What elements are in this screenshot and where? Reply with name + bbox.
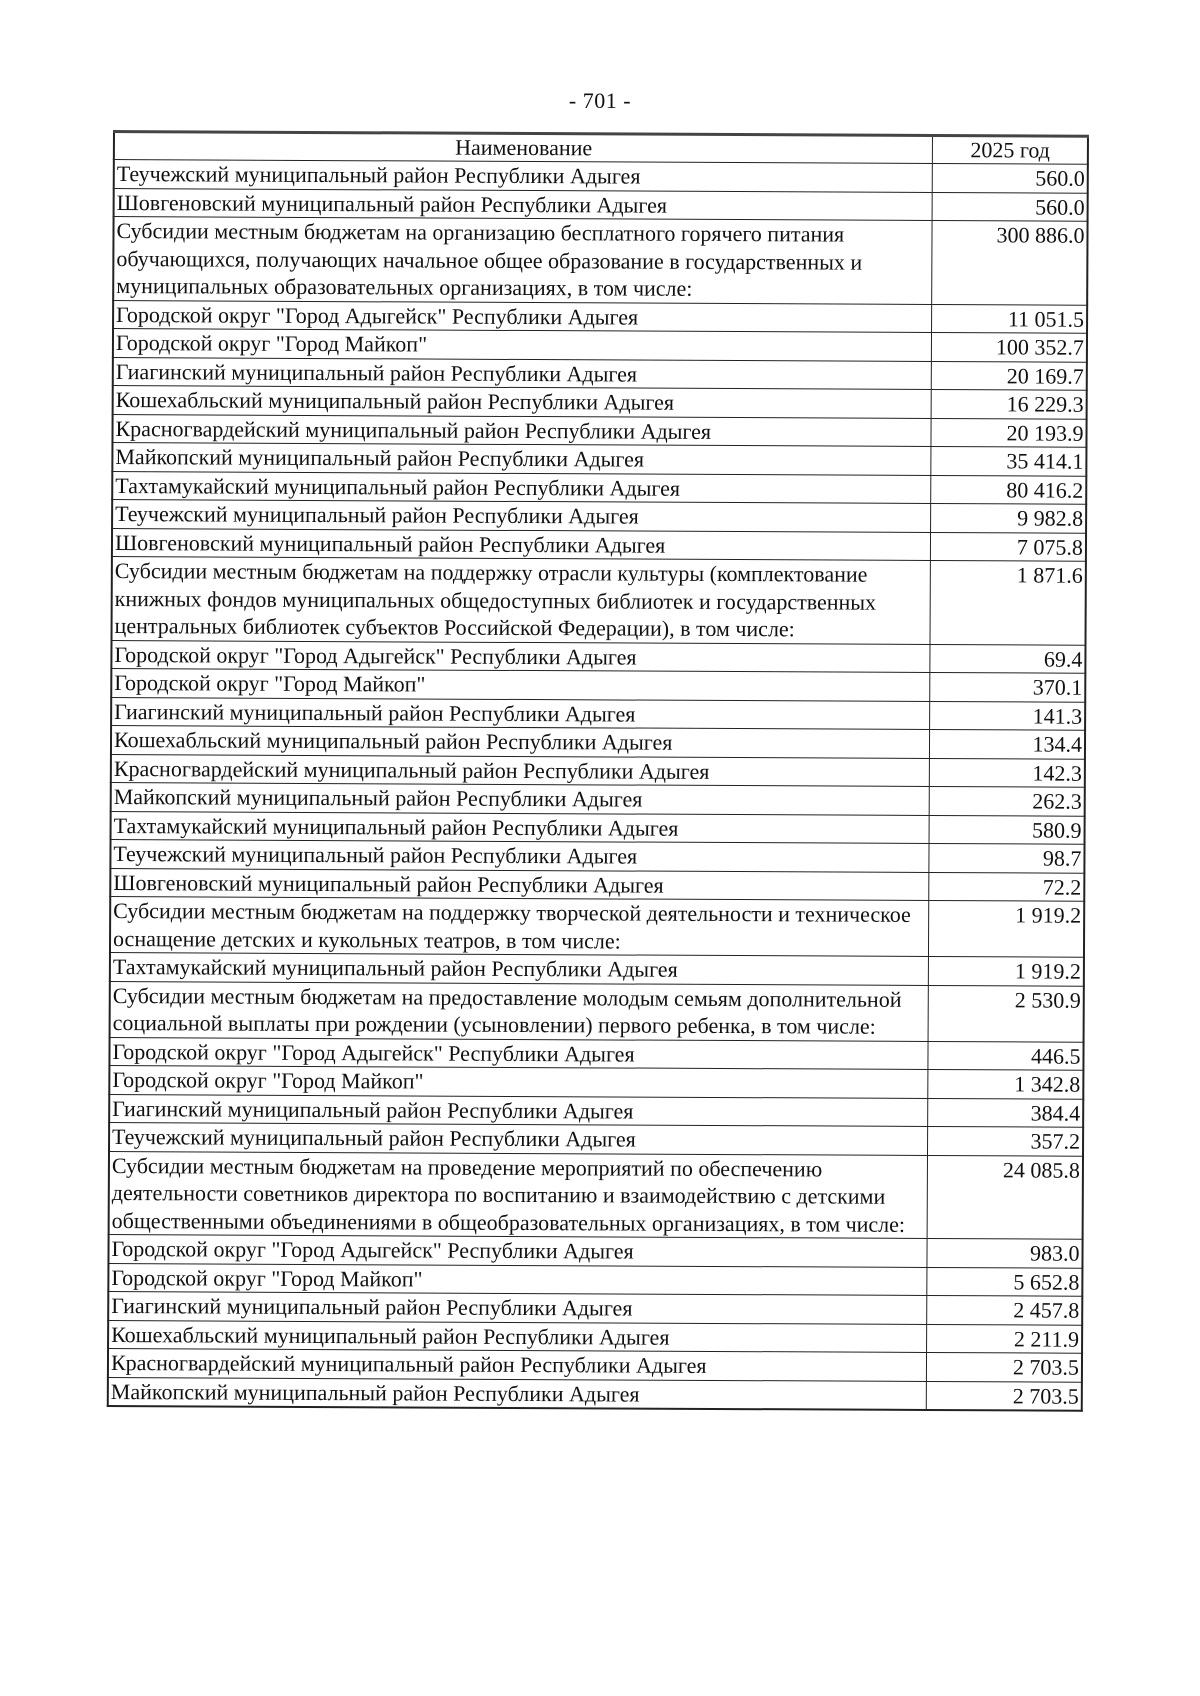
- row-name-cell: Городской округ "Город Адыгейск" Республики Адыгея: [111, 640, 929, 672]
- row-value-cell: 1 919.2: [928, 956, 1084, 985]
- table-row: [108, 1377, 1082, 1411]
- table-row: [110, 981, 1084, 1042]
- row-name-cell: Кошехабльский муниципальный район Республики Адыгея: [113, 386, 931, 418]
- row-value-cell: 2 703.5: [926, 1352, 1082, 1381]
- row-value-cell: 1 871.6: [929, 560, 1085, 644]
- row-name-cell: Тахтамукайский муниципальный район Республики Адыгея: [111, 811, 929, 843]
- row-name-cell: Субсидии местным бюджетам на поддержку отрасли культуры (комплектование книжных фондов муниципальных общедоступных библиотек и государственных центральных библиотек субъектов Российской Федерации), в том числе:: [112, 556, 930, 643]
- row-name-cell: Красногвардейский муниципальный район Республики Адыгея: [111, 754, 929, 786]
- table-row: [109, 1094, 1083, 1127]
- row-value-cell: 983.0: [926, 1238, 1082, 1267]
- row-name-cell: Кошехабльский муниципальный район Республики Адыгея: [108, 1320, 926, 1352]
- table-row: [110, 896, 1084, 957]
- row-value-cell: 16 229.3: [931, 389, 1087, 418]
- table-row: [113, 217, 1087, 305]
- table-row: [111, 754, 1085, 787]
- table-row: [111, 668, 1085, 701]
- row-value-cell: 2 211.9: [926, 1324, 1082, 1353]
- table-row: [112, 528, 1086, 561]
- table-row: [114, 160, 1088, 193]
- row-name-cell: Субсидии местным бюджетам на поддержку творческой деятельности и техническое оснащение детских и кукольных театров, в том числе:: [110, 896, 928, 956]
- table-row: [111, 811, 1085, 844]
- row-name-cell: Городской округ "Город Адыгейск" Республики Адыгея: [109, 1037, 927, 1069]
- column-header-year: 2025 год: [932, 136, 1088, 165]
- table-row: [114, 188, 1088, 221]
- table-row: [110, 952, 1084, 985]
- table-row: [113, 386, 1087, 419]
- table-row: [111, 697, 1085, 730]
- row-name-cell: Теучежский муниципальный район Республики Адыгея: [109, 1122, 927, 1154]
- row-value-cell: 69.4: [929, 644, 1085, 673]
- row-name-cell: Городской округ "Город Майкоп": [111, 668, 929, 700]
- row-name-cell: Гиагинский муниципальный район Республики Адыгея: [109, 1094, 927, 1126]
- row-value-cell: 72.2: [928, 872, 1084, 901]
- row-value-cell: 80 416.2: [930, 475, 1086, 504]
- table-row: [113, 329, 1087, 362]
- row-value-cell: 100 352.7: [931, 333, 1087, 362]
- row-value-cell: 35 414.1: [930, 446, 1086, 475]
- row-value-cell: 370.1: [929, 672, 1085, 701]
- row-name-cell: Теучежский муниципальный район Республики Адыгея: [114, 160, 932, 192]
- row-value-cell: 98.7: [928, 843, 1084, 872]
- row-name-cell: Кошехабльский муниципальный район Республики Адыгея: [111, 725, 929, 757]
- row-value-cell: 446.5: [927, 1041, 1083, 1070]
- row-name-cell: Городской округ "Город Адыгейск" Республики Адыгея: [108, 1234, 926, 1266]
- table-row: [109, 1037, 1083, 1070]
- row-value-cell: 7 075.8: [930, 532, 1086, 561]
- table-row: [110, 868, 1084, 901]
- row-name-cell: Майкопский муниципальный район Республики Адыгея: [108, 1377, 926, 1410]
- row-name-cell: Городской округ "Город Майкоп": [108, 1263, 926, 1295]
- table-row: [109, 1151, 1083, 1239]
- row-value-cell: 20 169.7: [931, 361, 1087, 390]
- row-value-cell: 9 982.8: [930, 503, 1086, 532]
- row-name-cell: Майкопский муниципальный район Республики Адыгея: [111, 782, 929, 814]
- table-row: [109, 1065, 1083, 1098]
- row-name-cell: Городской округ "Город Майкоп": [113, 329, 931, 361]
- row-value-cell: 560.0: [932, 192, 1088, 221]
- table-row: [111, 725, 1085, 758]
- row-name-cell: Субсидии местным бюджетам на предоставление молодым семьям дополнительной социальной выплаты при рождении (усыновлении) первого ребенка, в том числе:: [110, 981, 928, 1041]
- row-name-cell: Шовгеновский муниципальный район Республики Адыгея: [112, 528, 930, 560]
- table-row: [108, 1291, 1082, 1324]
- row-value-cell: 11 051.5: [931, 304, 1087, 333]
- page-number: - 701 -: [568, 88, 632, 113]
- table-body: [108, 160, 1088, 1411]
- table-row: [108, 1234, 1082, 1267]
- row-name-cell: Субсидии местным бюджетам на организацию бесплатного горячего питания обучающихся, получающих начальное общее образование в государственных и муниципальных образовательных организациях, в том числе:: [113, 217, 931, 304]
- row-name-cell: Теучежский муниципальный район Республики Адыгея: [110, 839, 928, 871]
- row-name-cell: Субсидии местным бюджетам на проведение мероприятий по обеспечению деятельности советников директора по воспитанию и взаимодействию с детскими общественными объединениями в общеобразовательных организациях, в том числе:: [109, 1151, 927, 1238]
- row-value-cell: 560.0: [932, 164, 1088, 193]
- row-value-cell: 1 919.2: [928, 900, 1084, 957]
- table-row: [111, 640, 1085, 673]
- row-name-cell: Красногвардейский муниципальный район Республики Адыгея: [108, 1348, 926, 1380]
- row-name-cell: Тахтамукайский муниципальный район Республики Адыгея: [110, 952, 928, 984]
- table-row: [112, 414, 1086, 447]
- row-name-cell: Тахтамукайский муниципальный район Республики Адыгея: [112, 471, 930, 503]
- row-name-cell: Красногвардейский муниципальный район Республики Адыгея: [112, 414, 930, 446]
- row-value-cell: 357.2: [927, 1126, 1083, 1155]
- table-row: [113, 357, 1087, 390]
- row-value-cell: 5 652.8: [926, 1267, 1082, 1296]
- row-name-cell: Теучежский муниципальный район Республики Адыгея: [112, 500, 930, 532]
- budget-table-container: [107, 130, 1087, 1412]
- row-name-cell: Шовгеновский муниципальный район Республики Адыгея: [114, 188, 932, 220]
- row-value-cell: 580.9: [929, 815, 1085, 844]
- row-value-cell: 24 085.8: [927, 1155, 1083, 1239]
- budget-table: [107, 130, 1089, 1412]
- row-value-cell: 2 703.5: [926, 1381, 1082, 1411]
- row-name-cell: Гиагинский муниципальный район Республики Адыгея: [113, 357, 931, 389]
- table-row: [112, 443, 1086, 476]
- row-name-cell: Городской округ "Город Адыгейск" Республики Адыгея: [113, 300, 931, 332]
- row-name-cell: Городской округ "Город Майкоп": [109, 1065, 927, 1097]
- table-row: [108, 1263, 1082, 1296]
- row-value-cell: 1 342.8: [927, 1069, 1083, 1098]
- row-value-cell: 262.3: [929, 786, 1085, 815]
- row-value-cell: 384.4: [927, 1098, 1083, 1127]
- column-header-name: Наименование: [114, 132, 932, 164]
- table-row: [112, 556, 1086, 644]
- row-value-cell: 2 530.9: [928, 985, 1084, 1042]
- table-row: [113, 300, 1087, 333]
- table-row: [112, 500, 1086, 533]
- row-value-cell: 142.3: [929, 758, 1085, 787]
- table-row: [108, 1348, 1082, 1381]
- row-value-cell: 134.4: [929, 729, 1085, 758]
- table-row: [111, 782, 1085, 815]
- table-row: [108, 1320, 1082, 1353]
- row-name-cell: Шовгеновский муниципальный район Республики Адыгея: [110, 868, 928, 900]
- table-row: [109, 1122, 1083, 1155]
- row-name-cell: Гиагинский муниципальный район Республики Адыгея: [108, 1291, 926, 1323]
- row-name-cell: Гиагинский муниципальный район Республики Адыгея: [111, 697, 929, 729]
- row-value-cell: 20 193.9: [930, 418, 1086, 447]
- row-value-cell: 141.3: [929, 701, 1085, 730]
- row-value-cell: 2 457.8: [926, 1295, 1082, 1324]
- row-name-cell: Майкопский муниципальный район Республики Адыгея: [112, 443, 930, 475]
- table-row: [112, 471, 1086, 504]
- row-value-cell: 300 886.0: [931, 221, 1087, 305]
- table-row: [110, 839, 1084, 872]
